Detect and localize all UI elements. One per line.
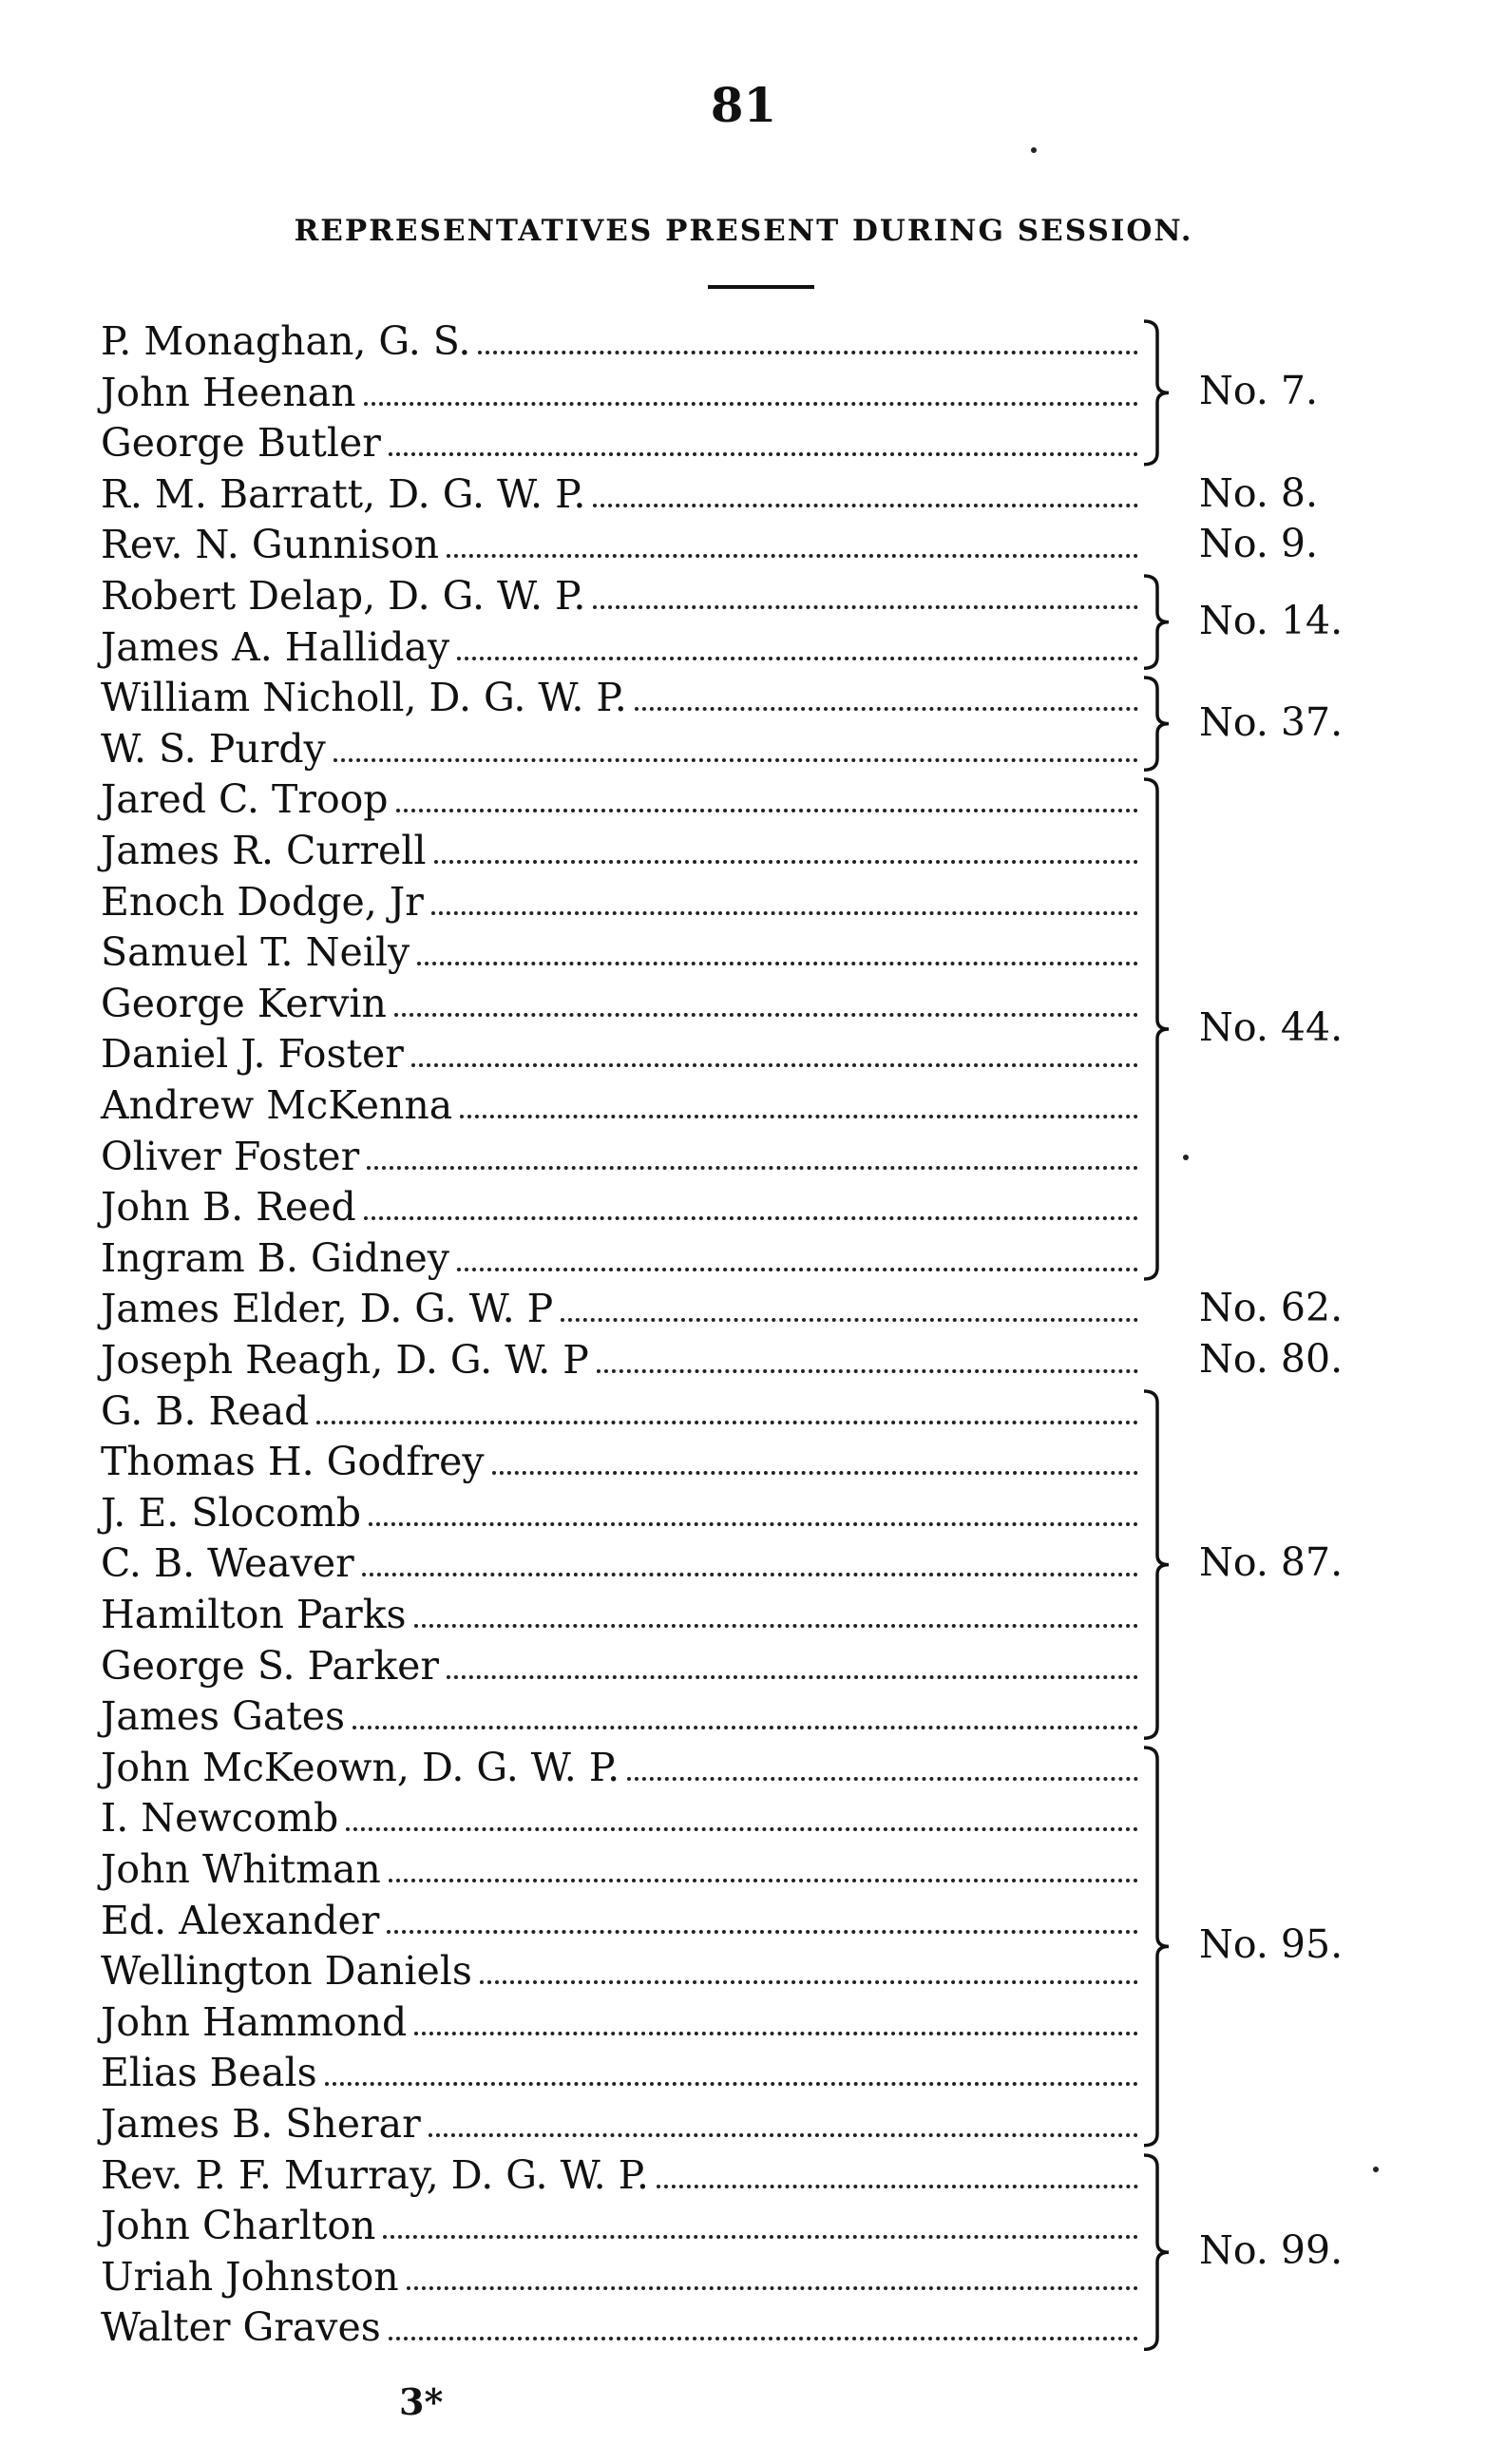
list-item [101,979,1146,1030]
list-item [101,622,1146,674]
dot-leader [353,1726,1138,1729]
representative-name: Enoch Dodge, Jr [101,878,424,925]
representative-name: James A. Halliday [101,623,450,670]
list-item [101,2201,1146,2252]
footer-signature-mark: 3* [399,2380,444,2423]
representative-name: Samuel T. Neily [101,929,410,976]
dot-leader [492,1471,1138,1475]
dot-leader [434,860,1139,864]
group-brace [1140,676,1178,772]
representative-name: Jared C. Troop [101,776,389,823]
representative-name: Elias Beals [101,2050,317,2096]
representative-name: James Elder, D. G. W. P [101,1286,554,1332]
lodge-number-label: No. 95. [1199,1921,1344,1968]
dot-leader [387,1930,1138,1934]
dot-leader [627,1777,1138,1781]
dot-leader [457,657,1138,660]
representative-name: R. M. Barratt, D. G. W. P. [101,470,586,517]
list-item [101,1132,1146,1183]
dot-leader [460,1115,1138,1118]
representative-name: J. E. Slocomb [101,1489,361,1536]
list-item [101,927,1146,979]
group-brace [1140,1389,1178,1740]
dot-leader [369,1522,1138,1526]
dot-leader [429,2133,1138,2137]
representative-name: William Nicholl, D. G. W. P. [101,675,627,721]
dot-leader [364,1216,1138,1220]
dot-leader [316,1421,1138,1424]
representative-name: W. S. Purdy [101,725,326,772]
list-item [101,368,1146,419]
list-item [101,1080,1146,1132]
dot-leader [431,911,1138,915]
list-item [101,1743,1146,1794]
ink-speck [1031,147,1037,153]
list-item [101,418,1146,469]
representative-name: James Gates [101,1693,346,1740]
dot-leader [561,1318,1138,1322]
list-item [101,1437,1146,1488]
dot-leader [389,2337,1138,2340]
dot-leader [593,504,1138,507]
ink-speck [1183,1155,1189,1160]
representative-name: C. B. Weaver [101,1540,354,1587]
group-brace [1140,777,1178,1281]
list-item [101,1844,1146,1896]
representative-name: Walter Graves [101,2304,381,2351]
dot-leader [394,1013,1138,1017]
list-item [101,2048,1146,2099]
list-item [101,877,1146,928]
list-item [101,1590,1146,1641]
list-item [101,774,1146,826]
dot-leader [334,758,1138,762]
dot-leader [417,962,1138,965]
dot-leader [657,2185,1138,2188]
lodge-number-label: No. 62. [1199,1285,1344,1331]
representative-name: Andrew McKenna [101,1082,453,1128]
representative-name: Joseph Reagh, D. G. W. P [101,1337,589,1383]
list-item [101,1641,1146,1692]
representative-name: Robert Delap, D. G. W. P. [101,573,586,619]
list-item [101,1182,1146,1233]
dot-leader [411,1063,1138,1067]
dot-leader [383,2235,1138,2239]
lodge-number-label: No. 7. [1199,368,1319,414]
list-item [101,2150,1146,2202]
list-item [101,1029,1146,1080]
list-item [101,2252,1146,2303]
representative-name: Uriah Johnston [101,2253,399,2300]
dot-leader [396,809,1138,812]
representative-name: John Hammond [101,1998,408,2045]
heading-rule [708,285,814,289]
list-item [101,1538,1146,1590]
dot-leader [593,605,1138,609]
group-brace [1140,319,1178,467]
representative-name: I. Newcomb [101,1795,339,1842]
representative-name: Wellington Daniels [101,1948,472,1995]
list-item [101,571,1146,622]
representative-name: James B. Sherar [101,2101,421,2147]
dot-leader [480,1980,1138,1984]
dot-leader [447,554,1138,558]
representative-name: Thomas H. Godfrey [101,1439,485,1485]
group-brace [1140,574,1178,670]
list-item [101,2302,1146,2354]
representative-name: P. Monaghan, G. S. [101,318,471,364]
list-item [101,2099,1146,2150]
lodge-number-label: No. 37. [1199,698,1344,745]
representative-name: George S. Parker [101,1642,440,1689]
list-item [101,1488,1146,1539]
dot-leader [478,351,1138,354]
dot-leader [389,452,1138,456]
page-number: 81 [710,77,777,133]
dot-leader [325,2082,1138,2086]
section-heading: REPRESENTATIVES PRESENT DURING SESSION. [294,214,1193,248]
representative-name: G. B. Read [101,1387,310,1434]
lodge-number-label: No. 99. [1199,2226,1344,2273]
list-item [101,520,1146,571]
group-brace [1140,1746,1178,2148]
dot-leader [635,707,1138,711]
dot-leader [362,1573,1138,1576]
group-brace [1140,2153,1178,2351]
dot-leader [364,402,1138,406]
list-item [101,1233,1146,1285]
representative-name: Daniel J. Foster [101,1031,404,1078]
ink-speck [1373,2167,1379,2172]
list-item [101,826,1146,877]
list-item [101,1896,1146,1947]
representative-name: George Kervin [101,980,387,1026]
lodge-number-label: No. 8. [1199,469,1319,516]
representative-name: John B. Reed [101,1184,356,1231]
representative-name: Ed. Alexander [101,1897,380,1943]
dot-leader [414,2032,1138,2035]
dot-leader [389,1879,1138,1882]
list-item [101,1284,1146,1335]
representative-name: John Whitman [101,1846,381,1892]
representative-name: George Butler [101,420,381,467]
lodge-number-label: No. 87. [1199,1539,1344,1586]
list-item [101,1691,1146,1743]
dot-leader [597,1369,1138,1373]
lodge-number-label: No. 14. [1199,597,1344,643]
list-item [101,1335,1146,1386]
list-item [101,316,1146,368]
representative-name: Rev. P. F. Murray, D. G. W. P. [101,2151,649,2198]
dot-leader [407,2286,1138,2290]
representative-name: John McKeown, D. G. W. P. [101,1744,620,1790]
representative-name: Hamilton Parks [101,1592,407,1637]
list-item [101,1386,1146,1438]
lodge-number-label: No. 44. [1199,1004,1344,1051]
list-item [101,1946,1146,1997]
representative-name: Oliver Foster [101,1133,360,1179]
representative-name: Ingram B. Gidney [101,1234,449,1281]
dot-leader [457,1268,1138,1271]
dot-leader [414,1624,1138,1628]
representative-name: John Charlton [101,2203,376,2249]
lodge-number-label: No. 9. [1199,521,1319,567]
list-item [101,469,1146,521]
representative-name: Rev. N. Gunnison [101,522,440,568]
representative-name: James R. Currell [101,828,427,873]
dot-leader [367,1166,1138,1170]
dot-leader [346,1827,1138,1831]
list-item [101,673,1146,724]
dot-leader [447,1675,1138,1679]
list-item [101,1793,1146,1844]
lodge-number-label: No. 80. [1199,1335,1344,1382]
representative-name: John Heenan [101,369,356,415]
list-item [101,1997,1146,2049]
list-item [101,724,1146,775]
